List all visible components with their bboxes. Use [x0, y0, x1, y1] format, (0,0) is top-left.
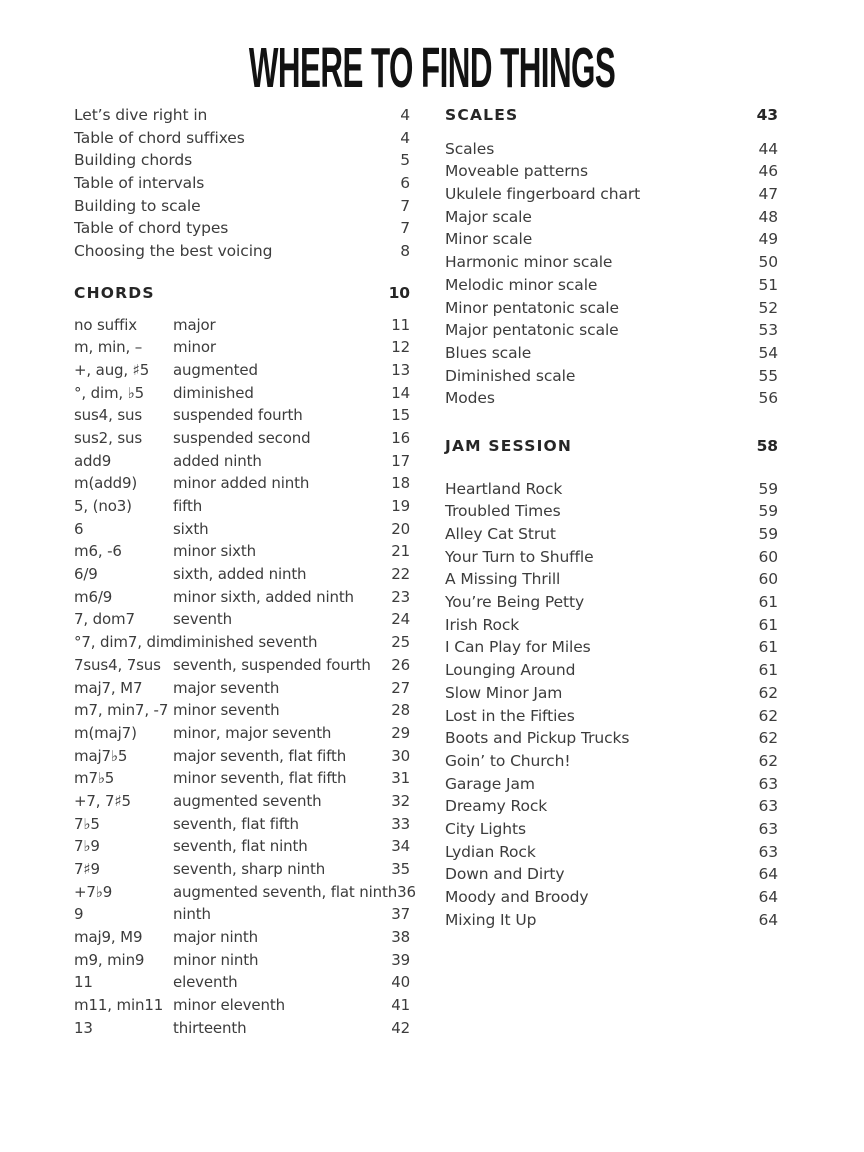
- chord-page-number: 29: [391, 723, 410, 742]
- entry-label: Slow Minor Jam: [445, 683, 563, 702]
- scales-section-heading-row: [445, 104, 778, 127]
- chord-name: suspended fourth: [173, 406, 303, 425]
- chord-suffix: m7, min7, -7: [74, 701, 169, 720]
- chord-page-number: 26: [391, 655, 410, 674]
- chord-page-number: 20: [391, 519, 410, 538]
- entry-label: Moveable patterns: [445, 162, 588, 181]
- entry-page-number: 60: [758, 547, 778, 566]
- left-column: [74, 104, 416, 1040]
- toc-row: [74, 127, 410, 150]
- chord-row: [74, 971, 410, 994]
- entry-label: You’re Being Petty: [445, 593, 585, 612]
- toc-row: [445, 841, 778, 864]
- chord-row: [74, 790, 410, 813]
- entry-page-number: 51: [758, 275, 778, 294]
- chord-name: augmented seventh: [173, 791, 322, 810]
- chord-name: thirteenth: [173, 1018, 247, 1037]
- entry-label: Troubled Times: [445, 502, 561, 521]
- scales-list: [445, 138, 778, 410]
- entry-page-number: 55: [758, 366, 778, 385]
- chord-row: [74, 903, 410, 926]
- chord-name: suspended second: [173, 428, 311, 447]
- chord-row: [74, 336, 410, 359]
- entry-label: Lost in the Fifties: [445, 706, 575, 725]
- entry-page-number: 56: [758, 389, 778, 408]
- toc-row: [445, 138, 778, 161]
- entry-label: Irish Rock: [445, 615, 520, 634]
- chord-suffix: m(add9): [74, 474, 138, 493]
- toc-row: [74, 195, 410, 218]
- chord-page-number: 32: [391, 791, 410, 810]
- entry-label: Your Turn to Shuffle: [445, 547, 594, 566]
- entry-label: Table of chord suffixes: [74, 128, 245, 147]
- chord-page-number: 19: [391, 497, 410, 515]
- entry-label: Melodic minor scale: [445, 275, 598, 294]
- toc-row: [445, 750, 778, 773]
- chord-row: [74, 540, 410, 563]
- chord-row: [74, 563, 410, 586]
- chord-page-number: 13: [391, 360, 410, 379]
- jam-session-heading: JAM SESSION: [445, 436, 573, 455]
- entry-page-number: 5: [400, 151, 410, 170]
- chord-suffix: 7sus4, 7sus: [74, 655, 161, 674]
- entry-page-number: 62: [758, 751, 778, 770]
- chord-row: [74, 450, 410, 473]
- chord-suffix: maj9, M9: [74, 928, 143, 947]
- intro-list: [74, 104, 410, 263]
- chord-row: [74, 382, 410, 405]
- entry-label: Lounging Around: [445, 661, 576, 680]
- chord-name: augmented: [173, 360, 258, 379]
- entry-page-number: 50: [758, 253, 778, 272]
- chord-name: major seventh, flat fifth: [173, 746, 347, 765]
- entry-label: A Missing Thrill: [445, 570, 561, 589]
- chord-page-number: 37: [391, 905, 410, 924]
- chord-row: [74, 518, 410, 541]
- chord-row: [74, 314, 410, 337]
- chord-row: [74, 495, 410, 518]
- chord-page-number: 24: [391, 610, 410, 629]
- chord-name: augmented seventh, flat ninth: [173, 882, 398, 901]
- toc-row: [445, 659, 778, 682]
- chord-suffix: add9: [74, 451, 112, 470]
- chord-row: [74, 699, 410, 722]
- entry-label: Choosing the best voicing: [74, 242, 273, 261]
- chord-name: sixth, added ninth: [173, 565, 307, 584]
- chord-name: seventh, flat ninth: [173, 837, 308, 856]
- entry-page-number: 7: [400, 219, 410, 238]
- entry-label: Minor pentatonic scale: [445, 298, 619, 317]
- chord-suffix: 6: [74, 519, 84, 538]
- entry-label: Lydian Rock: [445, 842, 536, 861]
- chord-suffix: +7♭9: [74, 882, 113, 901]
- chord-row: [74, 745, 410, 768]
- entry-label: Major scale: [445, 207, 532, 226]
- entry-page-number: 7: [400, 196, 410, 215]
- chord-row: [74, 472, 410, 495]
- chord-name: fifth: [173, 497, 203, 515]
- chord-row: [74, 881, 416, 904]
- chord-row: [74, 586, 410, 609]
- entry-label: Building chords: [74, 151, 193, 170]
- chord-suffix: sus2, sus: [74, 428, 143, 447]
- entry-label: Mixing It Up: [445, 910, 537, 929]
- entry-label: Minor scale: [445, 230, 533, 249]
- entry-label: Goin’ to Church!: [445, 751, 571, 770]
- toc-row: [445, 705, 778, 728]
- chord-suffix: m9, min9: [74, 950, 145, 969]
- chord-name: minor: [173, 338, 216, 357]
- chord-page-number: 36: [397, 882, 416, 901]
- chord-page-number: 35: [391, 860, 410, 878]
- chord-name: seventh, sharp ninth: [173, 860, 326, 878]
- chord-suffix: 7♯9: [74, 860, 100, 878]
- entry-page-number: 4: [400, 106, 410, 124]
- entry-label: Scales: [445, 139, 495, 158]
- chord-suffix: m6, -6: [74, 542, 122, 561]
- entry-label: Down and Dirty: [445, 865, 565, 884]
- chord-suffix: 11: [74, 973, 93, 992]
- chord-name: ninth: [173, 905, 211, 924]
- chord-suffix-table: [74, 314, 416, 1040]
- chord-page-number: 22: [391, 565, 410, 584]
- title-container: [0, 36, 864, 100]
- chord-suffix: 13: [74, 1018, 93, 1037]
- toc-row: [445, 773, 778, 796]
- chord-suffix: m(maj7): [74, 723, 137, 742]
- toc-row: [74, 240, 410, 263]
- toc-row: [445, 228, 778, 251]
- toc-row: [445, 342, 778, 365]
- chord-suffix: 7♭9: [74, 837, 100, 856]
- entry-label: Garage Jam: [445, 774, 535, 793]
- chord-name: minor sixth: [173, 542, 256, 561]
- toc-row: [445, 183, 778, 206]
- entry-page-number: 49: [758, 230, 778, 249]
- entry-label: Ukulele fingerboard chart: [445, 185, 641, 204]
- chords-section-heading-row: [74, 282, 410, 305]
- chord-row: [74, 835, 410, 858]
- entry-label: Diminished scale: [445, 366, 576, 385]
- toc-row: [445, 251, 778, 274]
- chord-name: minor, major seventh: [173, 723, 332, 742]
- toc-row: [445, 274, 778, 297]
- toc-row: [445, 614, 778, 637]
- entry-label: Table of intervals: [74, 174, 205, 193]
- jam-session-list: [445, 478, 778, 932]
- entry-page-number: 8: [400, 242, 410, 261]
- entry-page-number: 61: [758, 593, 778, 612]
- chord-page-number: 12: [391, 338, 410, 357]
- chord-row: [74, 926, 410, 949]
- chord-name: minor sixth, added ninth: [173, 587, 354, 606]
- entry-page-number: 61: [758, 638, 778, 657]
- chord-suffix: m, min, –: [74, 338, 143, 357]
- toc-row: [445, 387, 778, 410]
- toc-row: [74, 217, 410, 240]
- chord-suffix: +7, 7♯5: [74, 791, 131, 810]
- chord-name: major: [173, 315, 216, 334]
- entry-page-number: 53: [758, 321, 778, 340]
- entry-page-number: 63: [758, 842, 778, 861]
- chord-page-number: 33: [391, 814, 410, 833]
- page-title: WHERE TO FIND THINGS: [248, 36, 616, 100]
- chord-page-number: 40: [391, 973, 410, 992]
- chord-suffix: °, dim, ♭5: [74, 383, 144, 402]
- entry-label: Table of chord types: [74, 219, 229, 238]
- toc-row: [445, 546, 778, 569]
- chord-page-number: 42: [391, 1018, 410, 1037]
- entry-page-number: 61: [758, 661, 778, 680]
- toc-row: [445, 160, 778, 183]
- chord-row: [74, 631, 410, 654]
- entry-page-number: 64: [758, 910, 778, 929]
- toc-row: [445, 568, 778, 591]
- chord-suffix: 9: [74, 905, 84, 924]
- chord-row: [74, 677, 410, 700]
- chord-suffix: 6/9: [74, 565, 98, 584]
- chord-page-number: 28: [391, 701, 410, 720]
- entry-page-number: 63: [758, 774, 778, 793]
- entry-page-number: 62: [758, 683, 778, 702]
- entry-page-number: 59: [758, 502, 778, 521]
- chord-page-number: 41: [391, 996, 410, 1015]
- chord-name: diminished seventh: [173, 633, 318, 652]
- chords-section-page-number: 10: [388, 283, 410, 302]
- chord-page-number: 30: [391, 746, 410, 765]
- chord-row: [74, 949, 410, 972]
- chord-row: [74, 359, 410, 382]
- toc-row: [445, 591, 778, 614]
- chords-section-heading: CHORDS: [74, 283, 155, 302]
- entry-page-number: 61: [758, 615, 778, 634]
- toc-row: [445, 636, 778, 659]
- chord-name: added ninth: [173, 451, 262, 470]
- chord-page-number: 15: [391, 406, 410, 425]
- chord-suffix: maj7♭5: [74, 746, 128, 765]
- chord-row: [74, 608, 410, 631]
- chord-row: [74, 858, 410, 881]
- entry-label: Alley Cat Strut: [445, 525, 556, 543]
- entry-page-number: 4: [400, 128, 410, 147]
- jam-session-heading-row: [445, 435, 778, 458]
- chord-suffix: °7, dim7, dim: [74, 633, 175, 652]
- chord-suffix: maj7, M7: [74, 678, 143, 697]
- chord-name: minor ninth: [173, 950, 259, 969]
- toc-row: [445, 795, 778, 818]
- entry-label: City Lights: [445, 819, 526, 838]
- chord-page-number: 14: [391, 383, 410, 402]
- entry-page-number: 59: [758, 479, 778, 498]
- chord-row: [74, 1017, 410, 1040]
- chord-suffix: no suffix: [74, 315, 138, 334]
- entry-label: Boots and Pickup Trucks: [445, 729, 630, 748]
- entry-page-number: 63: [758, 819, 778, 838]
- chord-name: seventh, flat fifth: [173, 814, 299, 833]
- chord-row: [74, 767, 410, 790]
- entry-label: Blues scale: [445, 343, 532, 362]
- toc-row: [445, 727, 778, 750]
- chord-suffix: sus4, sus: [74, 406, 143, 425]
- chord-name: minor added ninth: [173, 474, 310, 493]
- chord-page-number: 18: [391, 474, 410, 493]
- jam-session-page-number: 58: [756, 436, 778, 455]
- toc-row: [445, 818, 778, 841]
- scales-section-heading: SCALES: [445, 106, 519, 124]
- toc-row: [74, 172, 410, 195]
- toc-row: [74, 149, 410, 172]
- toc-row: [445, 523, 778, 546]
- toc-row: [445, 886, 778, 909]
- toc-row: [445, 500, 778, 523]
- toc-row: [445, 909, 778, 932]
- entry-page-number: 60: [758, 570, 778, 589]
- toc-row: [445, 478, 778, 501]
- entry-page-number: 47: [758, 185, 778, 204]
- chord-page-number: 11: [391, 315, 410, 334]
- toc-row: [445, 319, 778, 342]
- entry-page-number: 64: [758, 888, 778, 906]
- chord-page-number: 21: [391, 542, 410, 561]
- toc-row: [445, 863, 778, 886]
- chord-name: seventh: [173, 610, 232, 629]
- entry-page-number: 62: [758, 706, 778, 725]
- entry-page-number: 59: [758, 525, 778, 543]
- entry-label: Let’s dive right in: [74, 106, 208, 124]
- entry-label: Heartland Rock: [445, 479, 563, 498]
- chord-name: sixth: [173, 519, 209, 538]
- chord-page-number: 17: [391, 451, 410, 470]
- entry-label: Modes: [445, 389, 495, 408]
- chord-suffix: +, aug, ♯5: [74, 360, 150, 379]
- entry-label: Major pentatonic scale: [445, 321, 619, 340]
- chord-page-number: 34: [391, 837, 410, 856]
- entry-page-number: 46: [758, 162, 778, 181]
- entry-label: Moody and Broody: [445, 888, 589, 906]
- chord-suffix: 7♭5: [74, 814, 100, 833]
- chord-row: [74, 654, 410, 677]
- chord-name: minor eleventh: [173, 996, 285, 1015]
- entry-page-number: 48: [758, 207, 778, 226]
- chord-name: minor seventh, flat fifth: [173, 769, 347, 788]
- entry-label: I Can Play for Miles: [445, 638, 591, 657]
- chord-row: [74, 994, 410, 1017]
- entry-page-number: 44: [758, 139, 778, 158]
- chord-page-number: 38: [391, 928, 410, 947]
- chord-suffix: 5, (no3): [74, 497, 132, 515]
- chord-name: major seventh: [173, 678, 280, 697]
- chord-suffix: m6/9: [74, 587, 113, 606]
- right-column: [445, 104, 778, 931]
- entry-label: Dreamy Rock: [445, 797, 548, 816]
- chord-page-number: 25: [391, 633, 410, 652]
- entry-label: Harmonic minor scale: [445, 253, 613, 272]
- entry-page-number: 54: [758, 343, 778, 362]
- chord-page-number: 31: [391, 769, 410, 788]
- entry-page-number: 63: [758, 797, 778, 816]
- chord-page-number: 39: [391, 950, 410, 969]
- entry-page-number: 52: [758, 298, 778, 317]
- chord-suffix: m7♭5: [74, 769, 115, 788]
- chord-name: minor seventh: [173, 701, 280, 720]
- chord-suffix: m11, min11: [74, 996, 164, 1015]
- chord-name: seventh, suspended fourth: [173, 655, 371, 674]
- chord-row: [74, 722, 410, 745]
- chord-row: [74, 813, 410, 836]
- chord-name: diminished: [173, 383, 254, 402]
- chord-suffix: 7, dom7: [74, 610, 135, 629]
- entry-page-number: 64: [758, 865, 778, 884]
- chord-page-number: 23: [391, 587, 410, 606]
- toc-row: [445, 297, 778, 320]
- toc-row: [74, 104, 410, 127]
- chord-page-number: 27: [391, 678, 410, 697]
- toc-row: [445, 365, 778, 388]
- entry-page-number: 6: [400, 174, 410, 193]
- chord-page-number: 16: [391, 428, 410, 447]
- chord-row: [74, 427, 410, 450]
- chord-name: major ninth: [173, 928, 259, 947]
- entry-label: Building to scale: [74, 196, 201, 215]
- entry-page-number: 62: [758, 729, 778, 748]
- scales-section-page-number: 43: [756, 106, 778, 124]
- toc-row: [445, 682, 778, 705]
- toc-row: [445, 206, 778, 229]
- chord-row: [74, 404, 410, 427]
- chord-name: eleventh: [173, 973, 238, 992]
